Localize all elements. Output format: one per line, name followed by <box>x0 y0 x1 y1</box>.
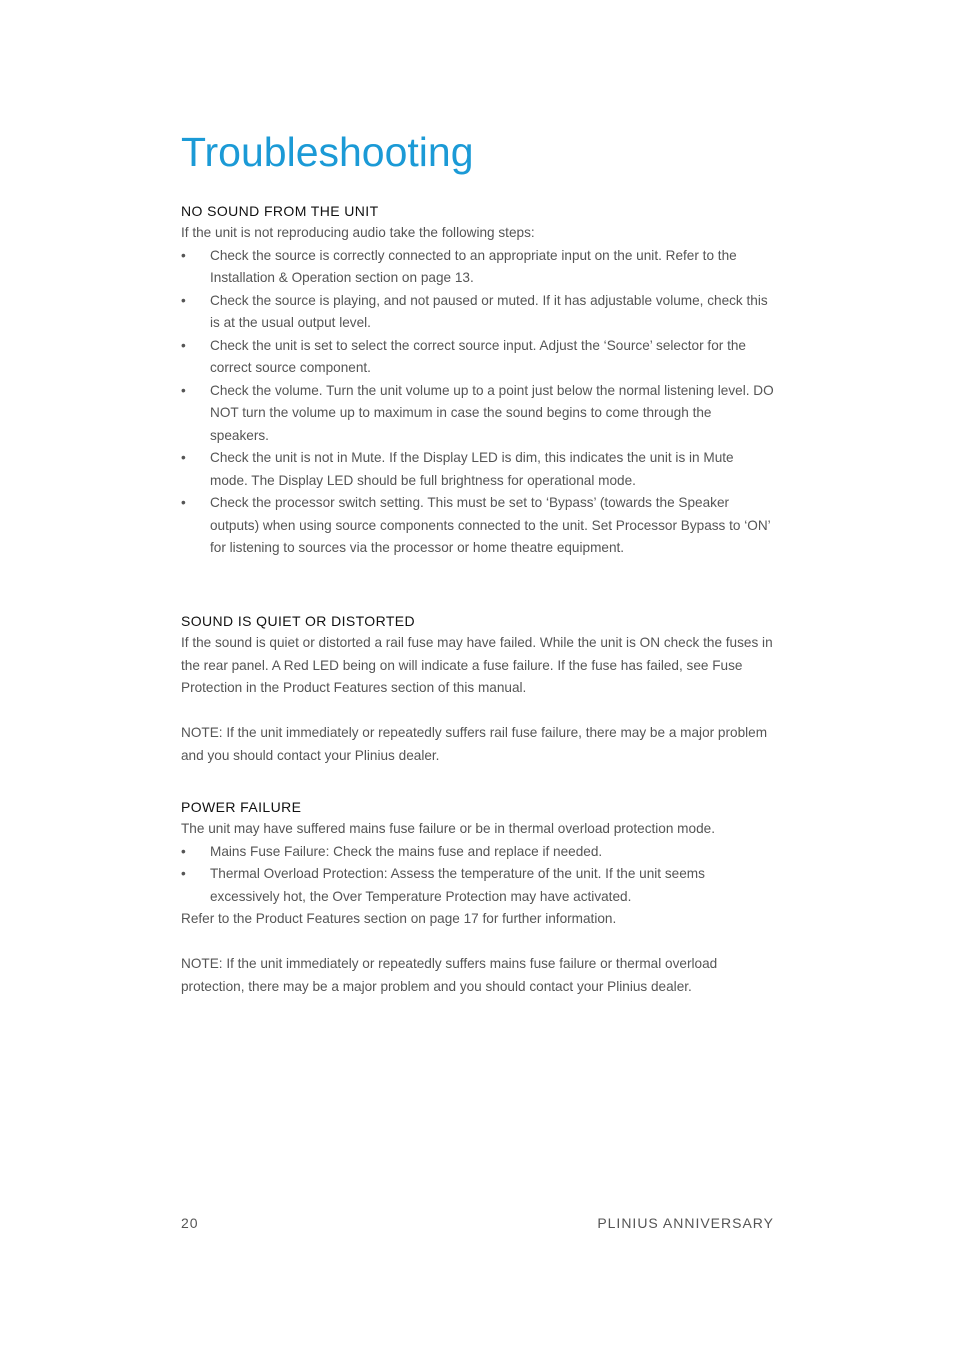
page-title: Troubleshooting <box>181 129 474 175</box>
list-item <box>181 380 774 448</box>
section-heading: POWER FAILURE <box>181 799 302 815</box>
section-heading: SOUND IS QUIET OR DISTORTED <box>181 613 416 629</box>
list-item <box>181 447 774 492</box>
page-number: 20 <box>181 1215 199 1231</box>
section-intro: The unit may have suffered mains fuse failure or be in thermal overload protection mode. <box>181 821 715 836</box>
steps-list <box>181 245 774 560</box>
section-heading: NO SOUND FROM THE UNIT <box>181 203 379 219</box>
list-item-text: Check the source is correctly connected to an appropriate input on the unit. Refer to the Installation & Operation section on page 13. <box>210 247 737 285</box>
bullet-glyph: • <box>181 450 186 465</box>
bullet-glyph: • <box>181 382 186 398</box>
list-item-text: Mains Fuse Failure: Check the mains fuse and replace if needed. <box>210 843 603 859</box>
section-note: NOTE: If the unit immediately or repeatedly suffers mains fuse failure or thermal overload protection, there may be a major problem and you should contact your Plinius dealer. <box>181 956 718 994</box>
list-item <box>181 290 774 335</box>
footer-brand: PLINIUS ANNIVERSARY <box>597 1215 774 1231</box>
list-item-text: Check the unit is set to select the correct source input. Adjust the ‘Source’ selector for the correct source component. <box>210 337 746 375</box>
bullet-glyph: • <box>181 292 186 308</box>
section-no-sound <box>181 200 774 560</box>
list-item-text: Check the volume. Turn the unit volume up to a point just below the normal listening level. DO NOT turn the volume up to maximum in case the sound begins to come through the speakers. <box>210 382 774 443</box>
bullet-glyph: • <box>181 337 186 353</box>
section-intro: If the unit is not reproducing audio take the following steps: <box>181 225 535 240</box>
list-item <box>181 335 774 380</box>
list-item <box>181 841 774 864</box>
section-outro: Refer to the Product Features section on page 17 for further information. <box>181 911 617 926</box>
bullet-glyph: • <box>181 495 186 510</box>
section-power-failure <box>181 796 774 998</box>
list-item-text: Check the processor switch setting. This must be set to ‘Bypass’ (towards the Speaker outputs) when using source components connected to the unit. Set Processor Bypass to ‘ON’ for listening to sources via the processor or home theatre equipment. <box>210 495 771 555</box>
bullet-glyph: • <box>181 843 186 859</box>
section-quiet-distorted <box>181 610 774 767</box>
bullet-glyph: • <box>181 866 186 881</box>
section-note: NOTE: If the unit immediately or repeatedly suffers rail fuse failure, there may be a major problem and you should contact your Plinius dealer. <box>181 725 768 763</box>
list-item <box>181 492 774 560</box>
list-item-text: Check the source is playing, and not paused or muted. If it has adjustable volume, check this is at the usual output level. <box>210 292 768 330</box>
list-item-text: Check the unit is not in Mute. If the Display LED is dim, this indicates the unit is in Mute mode. The Display LED should be full brightness for operational mode. <box>210 450 734 488</box>
page-footer <box>181 1212 774 1234</box>
list-item <box>181 245 774 290</box>
list-item-text: Thermal Overload Protection: Assess the temperature of the unit. If the unit seems excessively hot, the Over Temperature Protection may have activated. <box>210 866 705 904</box>
list-item <box>181 863 774 908</box>
bullet-glyph: • <box>181 247 186 263</box>
section-body: If the sound is quiet or distorted a rail fuse may have failed. While the unit is ON check the fuses in the rear panel. A Red LED being on will indicate a fuse failure. If the fuse has failed, see Fuse Protection in the Product Features section of this manual. <box>181 635 773 695</box>
failure-list <box>181 841 774 909</box>
paragraph-gap <box>181 931 774 954</box>
paragraph-gap <box>181 700 774 723</box>
